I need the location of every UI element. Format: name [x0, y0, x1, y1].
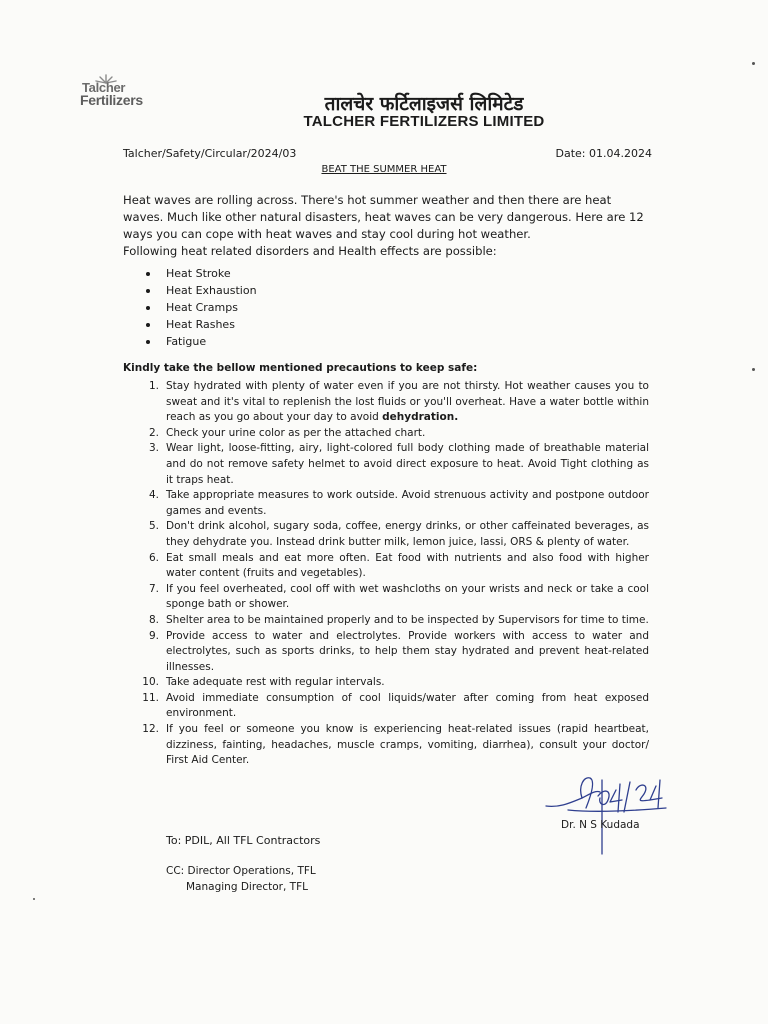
- precaution-item: [137, 488, 649, 519]
- handwritten-signature: [538, 768, 688, 864]
- precaution-item: [137, 722, 649, 769]
- scan-speck: [752, 62, 755, 65]
- precaution-text-body: Stay hydrated with plenty of water even if you are not thirsty. Hot weather causes you to sweat and it's vital to replenish the lost fluids or you'll overheat. Have a water bottle within reach as you go about your day to avoid: [166, 380, 649, 424]
- precaution-number: 8.: [148, 613, 159, 626]
- precaution-number: 10.: [142, 676, 159, 689]
- precaution-item: [137, 629, 649, 676]
- precaution-number: 2.: [148, 426, 159, 439]
- precaution-number: 11.: [142, 691, 159, 704]
- scan-speck: [752, 368, 755, 371]
- logo-line-2: Fertilizers: [80, 92, 143, 108]
- precaution-text: Check your urine color as per the attached chart.: [166, 426, 426, 439]
- precaution-text: Avoid immediate consumption of cool liquids/water after coming from heat exposed environment.: [166, 691, 649, 720]
- circular-subject: BEAT THE SUMMER HEAT: [321, 164, 447, 175]
- precaution-text: Shelter area to be maintained properly and to be inspected by Supervisors for time to time.: [166, 613, 649, 626]
- precaution-text-bold: dehydration.: [382, 411, 459, 424]
- precaution-item: [137, 691, 649, 722]
- precaution-text: Don't drink alcohol, sugary soda, coffee, energy drinks, or other caffeinated beverages, as they dehydrate you. Instead drink butter milk, lemon juice, lassi, ORS & plenty of water.: [166, 520, 649, 548]
- precaution-item: [137, 426, 649, 442]
- precaution-number: 4.: [148, 489, 159, 502]
- precaution-number: 7.: [148, 582, 159, 595]
- precaution-item: [137, 379, 649, 426]
- precaution-item: [137, 675, 649, 691]
- recipients-cc-line-2: Managing Director, TFL: [186, 881, 308, 893]
- precaution-text: Wear light, loose-fitting, airy, light-colored full body clothing made of breathable material and do not remove safety helmet to avoid direct exposure to heat. Avoid Tight clothing as it traps heat.: [166, 442, 649, 486]
- signatory-name: Dr. N S Kudada: [561, 819, 640, 831]
- precaution-number: 6.: [148, 551, 159, 564]
- precaution-text: [166, 380, 649, 423]
- company-name: TALCHER FERTILIZERS LIMITED: [303, 113, 545, 130]
- precaution-text: Take appropriate measures to work outside. Avoid strenuous activity and postpone outdoor games and events.: [166, 489, 649, 517]
- precaution-text: If you feel or someone you know is experiencing heat-related issues (rapid heartbeat, dizziness, fainting, headaches, muscle cramps, vomiting, diarrhea), consult your doctor/ First Aid Center.: [166, 723, 649, 767]
- logo-line-1: Talcher: [82, 80, 126, 95]
- precaution-text: Eat small meals and eat more often. Eat food with nutrients and also food with higher water content (fruits and vegetables).: [166, 551, 649, 580]
- circular-date: Date: 01.04.2024: [555, 147, 652, 160]
- precaution-number: 1.: [148, 380, 159, 392]
- list-item: Heat Exhaustion: [145, 282, 257, 299]
- list-item: Heat Stroke: [145, 265, 257, 282]
- intro-text: [123, 192, 648, 260]
- precaution-item: [137, 441, 649, 488]
- precaution-number: 3.: [148, 442, 159, 455]
- list-item: Heat Cramps: [145, 299, 257, 316]
- precaution-item: [137, 551, 649, 582]
- precaution-text: Provide access to water and electrolytes. Provide workers with access to water and electrolytes, such as sports drinks, to help them stay hydrated and prevent heat-related illnesses.: [166, 629, 649, 673]
- intro-lead: Following heat related disorders and Health effects are possible:: [123, 244, 497, 258]
- scan-speck: [33, 898, 35, 900]
- precaution-text: Take adequate rest with regular intervals.: [166, 676, 385, 689]
- company-name-hindi: तालचेर फर्टिलाइजर्स लिमिटेड: [324, 93, 524, 115]
- disorders-list: [145, 265, 257, 350]
- recipients-to: To: PDIL, All TFL Contractors: [166, 834, 321, 847]
- circular-reference: Talcher/Safety/Circular/2024/03: [123, 147, 297, 160]
- precautions-list: [137, 379, 649, 769]
- precaution-item: [137, 519, 649, 550]
- precautions-heading: Kindly take the bellow mentioned precautions to keep safe:: [123, 362, 478, 374]
- intro-paragraph: Heat waves are rolling across. There's hot summer weather and then there are heat waves. Much like other natural disasters, heat waves can be very dangerous. Here are 12 ways you can cope with heat waves and stay cool during hot weather.: [123, 193, 644, 241]
- list-item: Heat Rashes: [145, 316, 257, 333]
- recipients-cc-line-1: CC: Director Operations, TFL: [166, 865, 316, 877]
- precaution-text: If you feel overheated, cool off with wet washcloths on your wrists and neck or take a cool sponge bath or shower.: [166, 582, 649, 611]
- precaution-number: 9.: [148, 629, 159, 642]
- precaution-item: [137, 582, 649, 613]
- precaution-number: 12.: [142, 723, 159, 736]
- precaution-item: [137, 613, 649, 629]
- list-item: Fatigue: [145, 333, 257, 350]
- precaution-number: 5.: [148, 520, 159, 533]
